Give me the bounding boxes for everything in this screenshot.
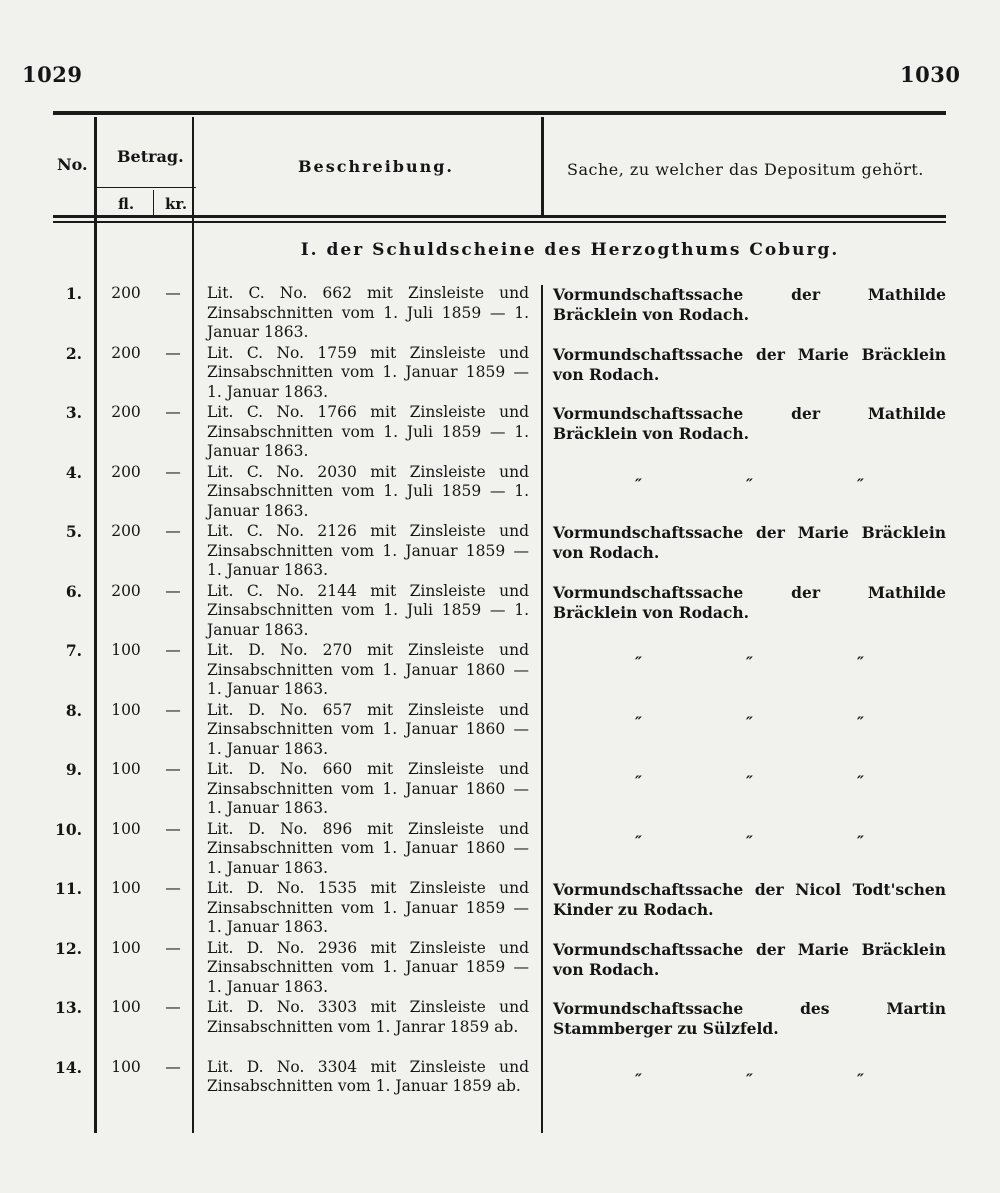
row-description: Lit. D. No. 896 mit Zinsleiste und Zinsabschnitten vom 1. Januar 1860 — 1. Januar 1863.: [207, 819, 529, 877]
page-number-right: 1030: [900, 62, 961, 87]
table-row: [0, 998, 1000, 1058]
table-row: [0, 1058, 1000, 1118]
amount-kr: —: [165, 879, 181, 897]
row-number: 3.: [65, 403, 82, 422]
table-row: [0, 879, 1000, 939]
ditto-mark: ″: [746, 831, 753, 851]
ditto-mark: ″: [857, 772, 864, 791]
amount-kr: —: [165, 998, 181, 1016]
row-description: Lit. D. No. 3303 mit Zinsleiste und Zinsabschnitten vom 1. Janrar 1859 ab.: [207, 998, 529, 1036]
amount-fl: 100: [111, 938, 141, 957]
ditto-mark: ″: [857, 712, 864, 732]
row-description: Lit. D. No. 657 mit Zinsleiste und Zinsabschnitten vom 1. Januar 1860 — 1. Januar 1863.: [207, 700, 529, 758]
amount-fl: 100: [111, 998, 141, 1016]
table-row: [0, 641, 1000, 701]
row-matter: Vormundschaftssache der Marie Bräcklein von Rodach.: [553, 344, 946, 384]
row-matter: Vormundschaftssache der Marie Bräcklein von Rodach.: [553, 523, 946, 562]
row-matter: Vormundschaftssache der Mathilde Bräcklein von Rodach.: [553, 285, 946, 324]
row-description: Lit. C. No. 2126 mit Zinsleiste und Zinsabschnitten vom 1. Januar 1859 — 1. Januar 1863.: [207, 522, 529, 579]
amount-kr: —: [165, 343, 181, 362]
row-description: Lit. C. No. 2030 mit Zinsleiste und Zinsabschnitten vom 1. Juli 1859 — 1. Januar 1863.: [207, 462, 529, 520]
amount-fl: 200: [111, 403, 141, 421]
ditto-mark: ″: [857, 653, 864, 672]
amount-kr: —: [165, 819, 181, 838]
row-number: 2.: [65, 343, 82, 363]
ditto-marks: [553, 475, 946, 494]
amount-fl: 100: [111, 819, 141, 838]
amount-fl: 200: [111, 284, 141, 302]
ditto-mark: ″: [635, 772, 642, 791]
row-number: 14.: [55, 1057, 82, 1077]
row-number: 10.: [55, 819, 82, 839]
table-row: [0, 701, 1000, 761]
amount-fl: 100: [111, 879, 141, 897]
amount-fl: 200: [111, 462, 141, 481]
row-description: Lit. D. No. 2936 mit Zinsleiste und Zinsabschnitten vom 1. Januar 1859 — 1. Januar 1863.: [207, 938, 529, 996]
amount-kr: —: [165, 641, 181, 659]
ditto-mark: ″: [857, 474, 864, 494]
ditto-marks: [553, 653, 946, 672]
amount-fl: 200: [111, 343, 141, 362]
row-description: Lit. C. No. 1766 mit Zinsleiste und Zinsabschnitten vom 1. Juli 1859 — 1. Januar 1863.: [207, 403, 529, 460]
amount-kr: —: [165, 284, 181, 302]
col-line-fl: [153, 190, 154, 216]
amount-subrule: [96, 187, 196, 188]
row-description: Lit. D. No. 1535 mit Zinsleiste und Zinsabschnitten vom 1. Januar 1859 — 1. Januar 1863.: [207, 879, 529, 936]
ditto-marks: [553, 772, 946, 791]
row-number: 5.: [65, 522, 82, 541]
row-matter: Vormundschaftssache des Martin Stammberger zu Sülzfeld.: [553, 999, 946, 1038]
ditto-mark: ″: [746, 653, 753, 672]
amount-fl: 100: [111, 1057, 141, 1076]
row-matter: Vormundschaftssache der Nicol Todt'schen Kinder zu Rodach.: [553, 880, 946, 919]
row-number: 11.: [55, 879, 82, 898]
ditto-mark: ″: [635, 474, 642, 494]
amount-fl: 200: [111, 522, 141, 540]
header-rule-bottom: [53, 221, 946, 223]
ditto-mark: ″: [857, 831, 864, 851]
amount-fl: 100: [111, 700, 141, 719]
table-row: [0, 939, 1000, 999]
table-row: [0, 344, 1000, 404]
ditto-mark: ″: [635, 653, 642, 672]
amount-kr: —: [165, 938, 181, 957]
ditto-mark: ″: [635, 712, 642, 732]
row-matter: Vormundschaftssache der Mathilde Bräcklein von Rodach.: [553, 404, 946, 443]
ditto-marks: [553, 1070, 946, 1089]
amount-fl: 100: [111, 760, 141, 778]
top-rule: [53, 111, 946, 115]
section-title: I. der Schuldscheine des Herzogthums Coburg.: [300, 240, 840, 260]
row-description: Lit. C. No. 662 mit Zinsleiste und Zinsabschnitten vom 1. Juli 1859 — 1. Januar 1863.: [207, 284, 529, 341]
ditto-mark: ″: [857, 1069, 864, 1089]
row-number: 9.: [65, 760, 82, 779]
row-matter: Vormundschaftssache der Marie Bräcklein von Rodach.: [553, 939, 946, 979]
header-amount: Betrag.: [117, 147, 184, 166]
ditto-mark: ″: [746, 474, 753, 494]
ditto-mark: ″: [746, 772, 753, 791]
header-no: No.: [57, 155, 88, 174]
table-row: [0, 820, 1000, 880]
ditto-mark: ″: [746, 1069, 753, 1089]
amount-kr: —: [165, 581, 181, 600]
ditto-marks: [553, 832, 946, 851]
row-description: Lit. D. No. 660 mit Zinsleiste und Zinsabschnitten vom 1. Januar 1860 — 1. Januar 1863.: [207, 760, 529, 817]
row-number: 4.: [65, 462, 82, 482]
amount-kr: —: [165, 522, 181, 540]
row-number: 1.: [65, 284, 82, 303]
row-matter: Vormundschaftssache der Mathilde Bräcklein von Rodach.: [553, 582, 946, 622]
table-row: [0, 582, 1000, 642]
amount-kr: —: [165, 700, 181, 719]
header-kr: kr.: [165, 195, 188, 213]
amount-kr: —: [165, 462, 181, 481]
table-row: [0, 284, 1000, 344]
header-description: Beschreibung.: [298, 157, 454, 176]
row-description: Lit. D. No. 3304 mit Zinsleiste und Zinsabschnitten vom 1. Januar 1859 ab.: [207, 1057, 529, 1095]
amount-fl: 200: [111, 581, 141, 600]
header-matter: Sache, zu welcher das Depositum gehört.: [567, 160, 924, 179]
table-row: [0, 522, 1000, 582]
page-number-left: 1029: [22, 62, 83, 87]
row-number: 8.: [65, 700, 82, 720]
row-description: Lit. C. No. 1759 mit Zinsleiste und Zinsabschnitten vom 1. Januar 1859 — 1. Januar 1863.: [207, 343, 529, 401]
col-line-desc-header: [541, 117, 544, 215]
amount-fl: 100: [111, 641, 141, 659]
header-rule-top: [53, 215, 946, 218]
row-number: 12.: [55, 938, 82, 958]
amount-kr: —: [165, 760, 181, 778]
header-fl: fl.: [118, 195, 135, 213]
amount-kr: —: [165, 1057, 181, 1076]
row-description: Lit. D. No. 270 mit Zinsleiste und Zinsabschnitten vom 1. Januar 1860 — 1. Januar 1863.: [207, 641, 529, 698]
row-description: Lit. C. No. 2144 mit Zinsleiste und Zinsabschnitten vom 1. Juli 1859 — 1. Januar 1863.: [207, 581, 529, 639]
row-number: 6.: [65, 581, 82, 601]
row-number: 13.: [55, 998, 82, 1017]
table-row: [0, 463, 1000, 523]
row-number: 7.: [65, 641, 82, 660]
ditto-marks: [553, 713, 946, 732]
ditto-mark: ″: [635, 1069, 642, 1089]
amount-kr: —: [165, 403, 181, 421]
table-row: [0, 403, 1000, 463]
ditto-mark: ″: [746, 712, 753, 732]
table-row: [0, 760, 1000, 820]
ditto-mark: ″: [635, 831, 642, 851]
